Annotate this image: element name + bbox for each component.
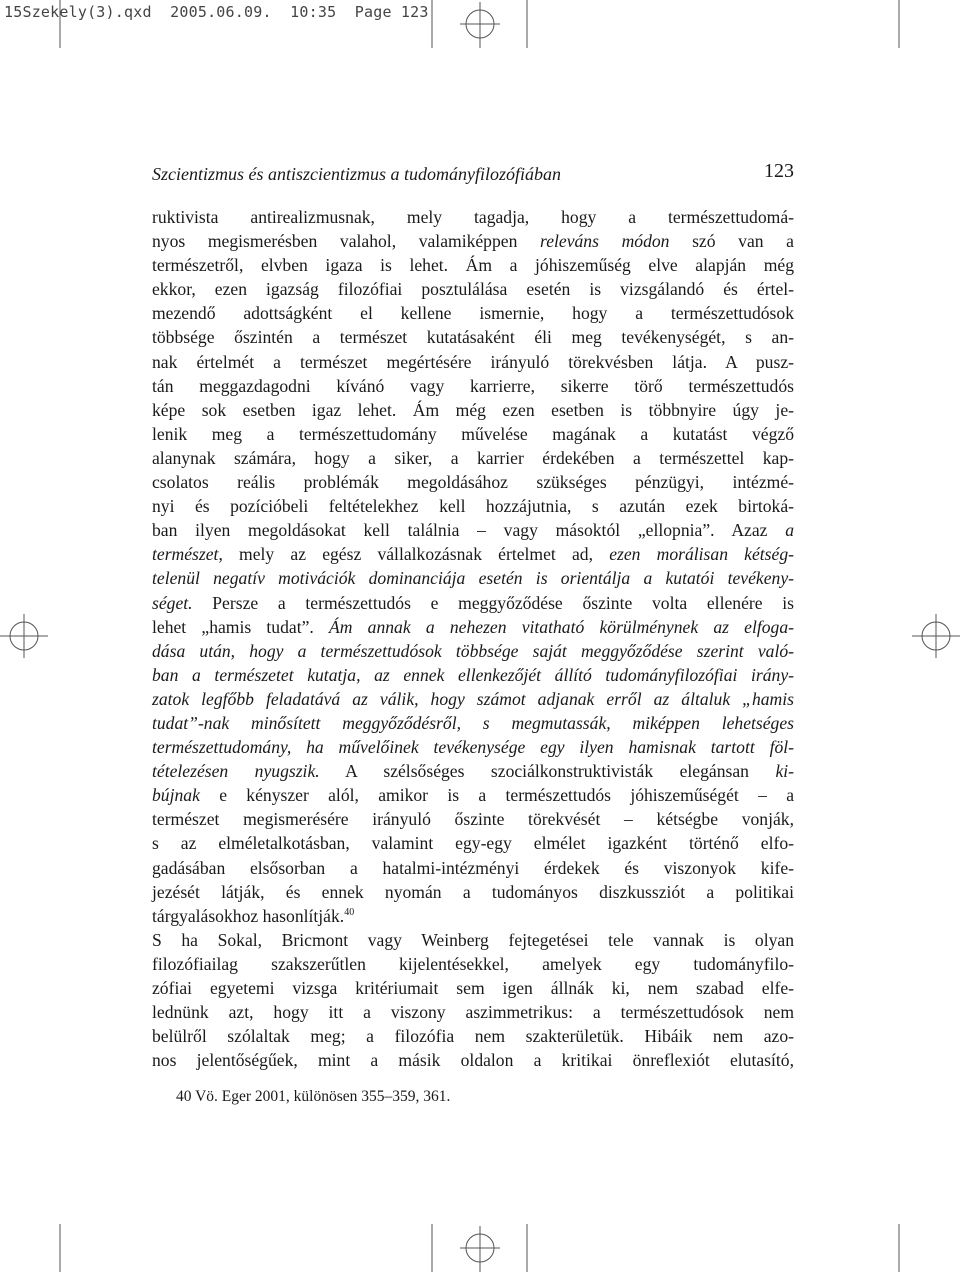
file-slug: 15Szekely(3).qxd 2005.06.09. 10:35 Page 123 bbox=[4, 3, 429, 21]
footnote: 40 Vö. Eger 2001, különösen 355–359, 361. bbox=[176, 1088, 451, 1105]
text-run: tárgyalásokhoz hasonlítják. bbox=[152, 905, 345, 926]
italic-run: Ám annak a nehezen vitatható körülménynek az elfoga- bbox=[329, 616, 795, 637]
text-run: többsége őszintén a természet kutatásaként éli meg tevékenységét, s an- bbox=[152, 327, 794, 348]
italic-run: tételezésen nyugszik. bbox=[152, 761, 320, 782]
text-line bbox=[152, 783, 794, 807]
text-line bbox=[152, 1024, 794, 1048]
text-run: nos jelentőségűek, mint a másik oldalon a kritikai önreflexiót elutasító, bbox=[152, 1050, 794, 1071]
text-run: csolatos reális problémák megoldásához szükséges pénzügyi, intézmé- bbox=[152, 472, 794, 493]
italic-run: zatok legfőbb feladatává az válik, hogy számot adjanak erről az általuk „hamis bbox=[152, 688, 794, 709]
text-line bbox=[152, 639, 794, 663]
text-run: nyi és pozícióbeli feltételekhez kell hozzájutnia, s azután ezek birtoká- bbox=[152, 496, 794, 517]
text-line bbox=[152, 446, 794, 470]
text-line bbox=[152, 325, 794, 349]
text-run: ban ilyen megoldásokat kell találnia – vagy másoktól „ellopnia”. Azaz bbox=[152, 520, 786, 541]
text-run: alanynak számára, hogy a siker, a karrier érdekében a természettel kap- bbox=[152, 447, 794, 468]
text-line bbox=[152, 566, 794, 590]
body-text bbox=[152, 205, 794, 1072]
text-line bbox=[152, 253, 794, 277]
italic-run: releváns módon bbox=[540, 231, 670, 252]
italic-run: ban a természetet kutatja, az ennek ellenkezőjét állító tudományfilozófiai irány- bbox=[152, 664, 794, 685]
text-line bbox=[152, 591, 794, 615]
text-line bbox=[152, 759, 794, 783]
footnote-ref: 40 bbox=[344, 906, 355, 918]
text-run: lehet „hamis tudat”. bbox=[152, 616, 330, 637]
text-run: A szélsőséges szociálkonstruktivisták elegánsan bbox=[319, 761, 776, 782]
text-line bbox=[152, 615, 794, 639]
text-run: belülről szólaltak meg; a filozófia nem szakterületük. Hibáik nem azo- bbox=[152, 1026, 794, 1047]
text-line bbox=[152, 1048, 794, 1072]
text-line bbox=[152, 494, 794, 518]
text-line bbox=[152, 350, 794, 374]
text-line bbox=[152, 663, 794, 687]
text-line bbox=[152, 301, 794, 325]
italic-run: séget. bbox=[152, 592, 193, 613]
italic-run: ezen morálisan kétség- bbox=[609, 544, 794, 565]
text-line bbox=[152, 229, 794, 253]
italic-run: természettudomány, ha művelőinek tevékenysége egy ilyen hamisnak tartott föl- bbox=[152, 737, 794, 758]
text-line bbox=[152, 277, 794, 301]
running-header bbox=[152, 160, 794, 188]
text-line bbox=[152, 735, 794, 759]
text-run: S ha Sokal, Bricmont vagy Weinberg fejtegetései tele vannak is olyan bbox=[152, 929, 794, 950]
text-line bbox=[152, 856, 794, 880]
text-line bbox=[152, 374, 794, 398]
text-line bbox=[152, 880, 794, 904]
text-line bbox=[152, 470, 794, 494]
text-run: nyos megismerésben valahol, valamiképpen bbox=[152, 231, 540, 252]
text-run: gadásában elsősorban a hatalmi-intézményi érdekek és viszonyok kife- bbox=[152, 857, 794, 878]
text-run: lednünk azt, hogy itt a viszony aszimmetrikus: a természettudósok nem bbox=[152, 1002, 794, 1023]
italic-run: bújnak bbox=[152, 785, 200, 806]
text-line bbox=[152, 398, 794, 422]
text-line bbox=[152, 952, 794, 976]
page-number: 123 bbox=[764, 160, 794, 182]
text-line bbox=[152, 422, 794, 446]
text-run: szó van a bbox=[669, 231, 794, 252]
text-run: zófiai egyetemi vizsga kritériumait sem igen állnák ki, nem szabad elfe- bbox=[152, 978, 794, 998]
text-line bbox=[152, 928, 794, 952]
register-target-right bbox=[912, 614, 960, 658]
text-line bbox=[152, 904, 794, 928]
text-run: képe sok esetben igaz lehet. Ám még ezen esetben is többnyire úgy je- bbox=[152, 399, 794, 420]
text-line bbox=[152, 542, 794, 566]
text-run: ekkor, ezen igazság filozófiai posztulálása esetén is vizsgálandó és értel- bbox=[152, 279, 794, 300]
text-line bbox=[152, 711, 794, 735]
text-line bbox=[152, 518, 794, 542]
text-run: tán meggazdagodni kívánó vagy karrierre, sikerre törő természettudós bbox=[152, 375, 794, 396]
italic-run: természet bbox=[152, 544, 219, 565]
text-line bbox=[152, 687, 794, 711]
text-run: e kényszer alól, amikor is a természettudós jóhiszeműségét – a bbox=[199, 785, 794, 806]
text-run: , mely az egész vállalkozásnak értelmet ad, bbox=[218, 544, 610, 565]
text-run: nak értelmét a természet megértésére irányuló törekvésben látja. A pusz- bbox=[152, 351, 794, 372]
text-line bbox=[152, 205, 794, 229]
text-line bbox=[152, 976, 794, 1000]
text-run: természet megismerésére irányuló őszinte törekvését – kétségbe vonják, bbox=[152, 809, 794, 830]
text-run: mezendő adottságként el kellene ismernie, hogy a természettudósok bbox=[152, 303, 794, 324]
text-run: Persze a természettudós e meggyőződése őszinte volta ellenére is bbox=[192, 592, 794, 613]
text-run: s az elméletalkotásban, valamint egy-egy elmélet igazként történő elfo- bbox=[152, 833, 794, 854]
register-target-left bbox=[0, 614, 48, 658]
text-line bbox=[152, 831, 794, 855]
text-run: lenik meg a természettudomány művelése magának a kutatást végző bbox=[152, 423, 794, 444]
text-run: ruktivista antirealizmusnak, mely tagadja, hogy a természettudomá- bbox=[152, 207, 794, 227]
running-title: Szcientizmus és antiszcientizmus a tudományfilozófiában bbox=[152, 164, 561, 184]
italic-run: telenül negatív motivációk dominanciája esetén is orientálja a kutatói tevékeny- bbox=[152, 568, 794, 589]
register-target-top bbox=[460, 2, 500, 48]
text-line bbox=[152, 1000, 794, 1024]
italic-run: dása után, hogy a természettudósok többsége saját meggyőződése szerint való- bbox=[152, 640, 794, 661]
text-run: filozófiailag szakszerűtlen kijelentésekkel, amelyek egy tudományfilo- bbox=[152, 953, 794, 974]
register-target-bottom bbox=[460, 1226, 500, 1272]
italic-run: tudat”-nak minősített meggyőződésről, s megmutassák, miképpen lehetséges bbox=[152, 712, 794, 733]
italic-run: a bbox=[785, 520, 794, 541]
italic-run: ki- bbox=[775, 761, 794, 782]
text-run: természetről, elvben igaza is lehet. Ám a jóhiszeműség elve alapján még bbox=[152, 255, 794, 276]
text-line bbox=[152, 807, 794, 831]
text-run: jezését látják, és ennek nyomán a tudományos diszkussziót a politikai bbox=[152, 881, 794, 902]
